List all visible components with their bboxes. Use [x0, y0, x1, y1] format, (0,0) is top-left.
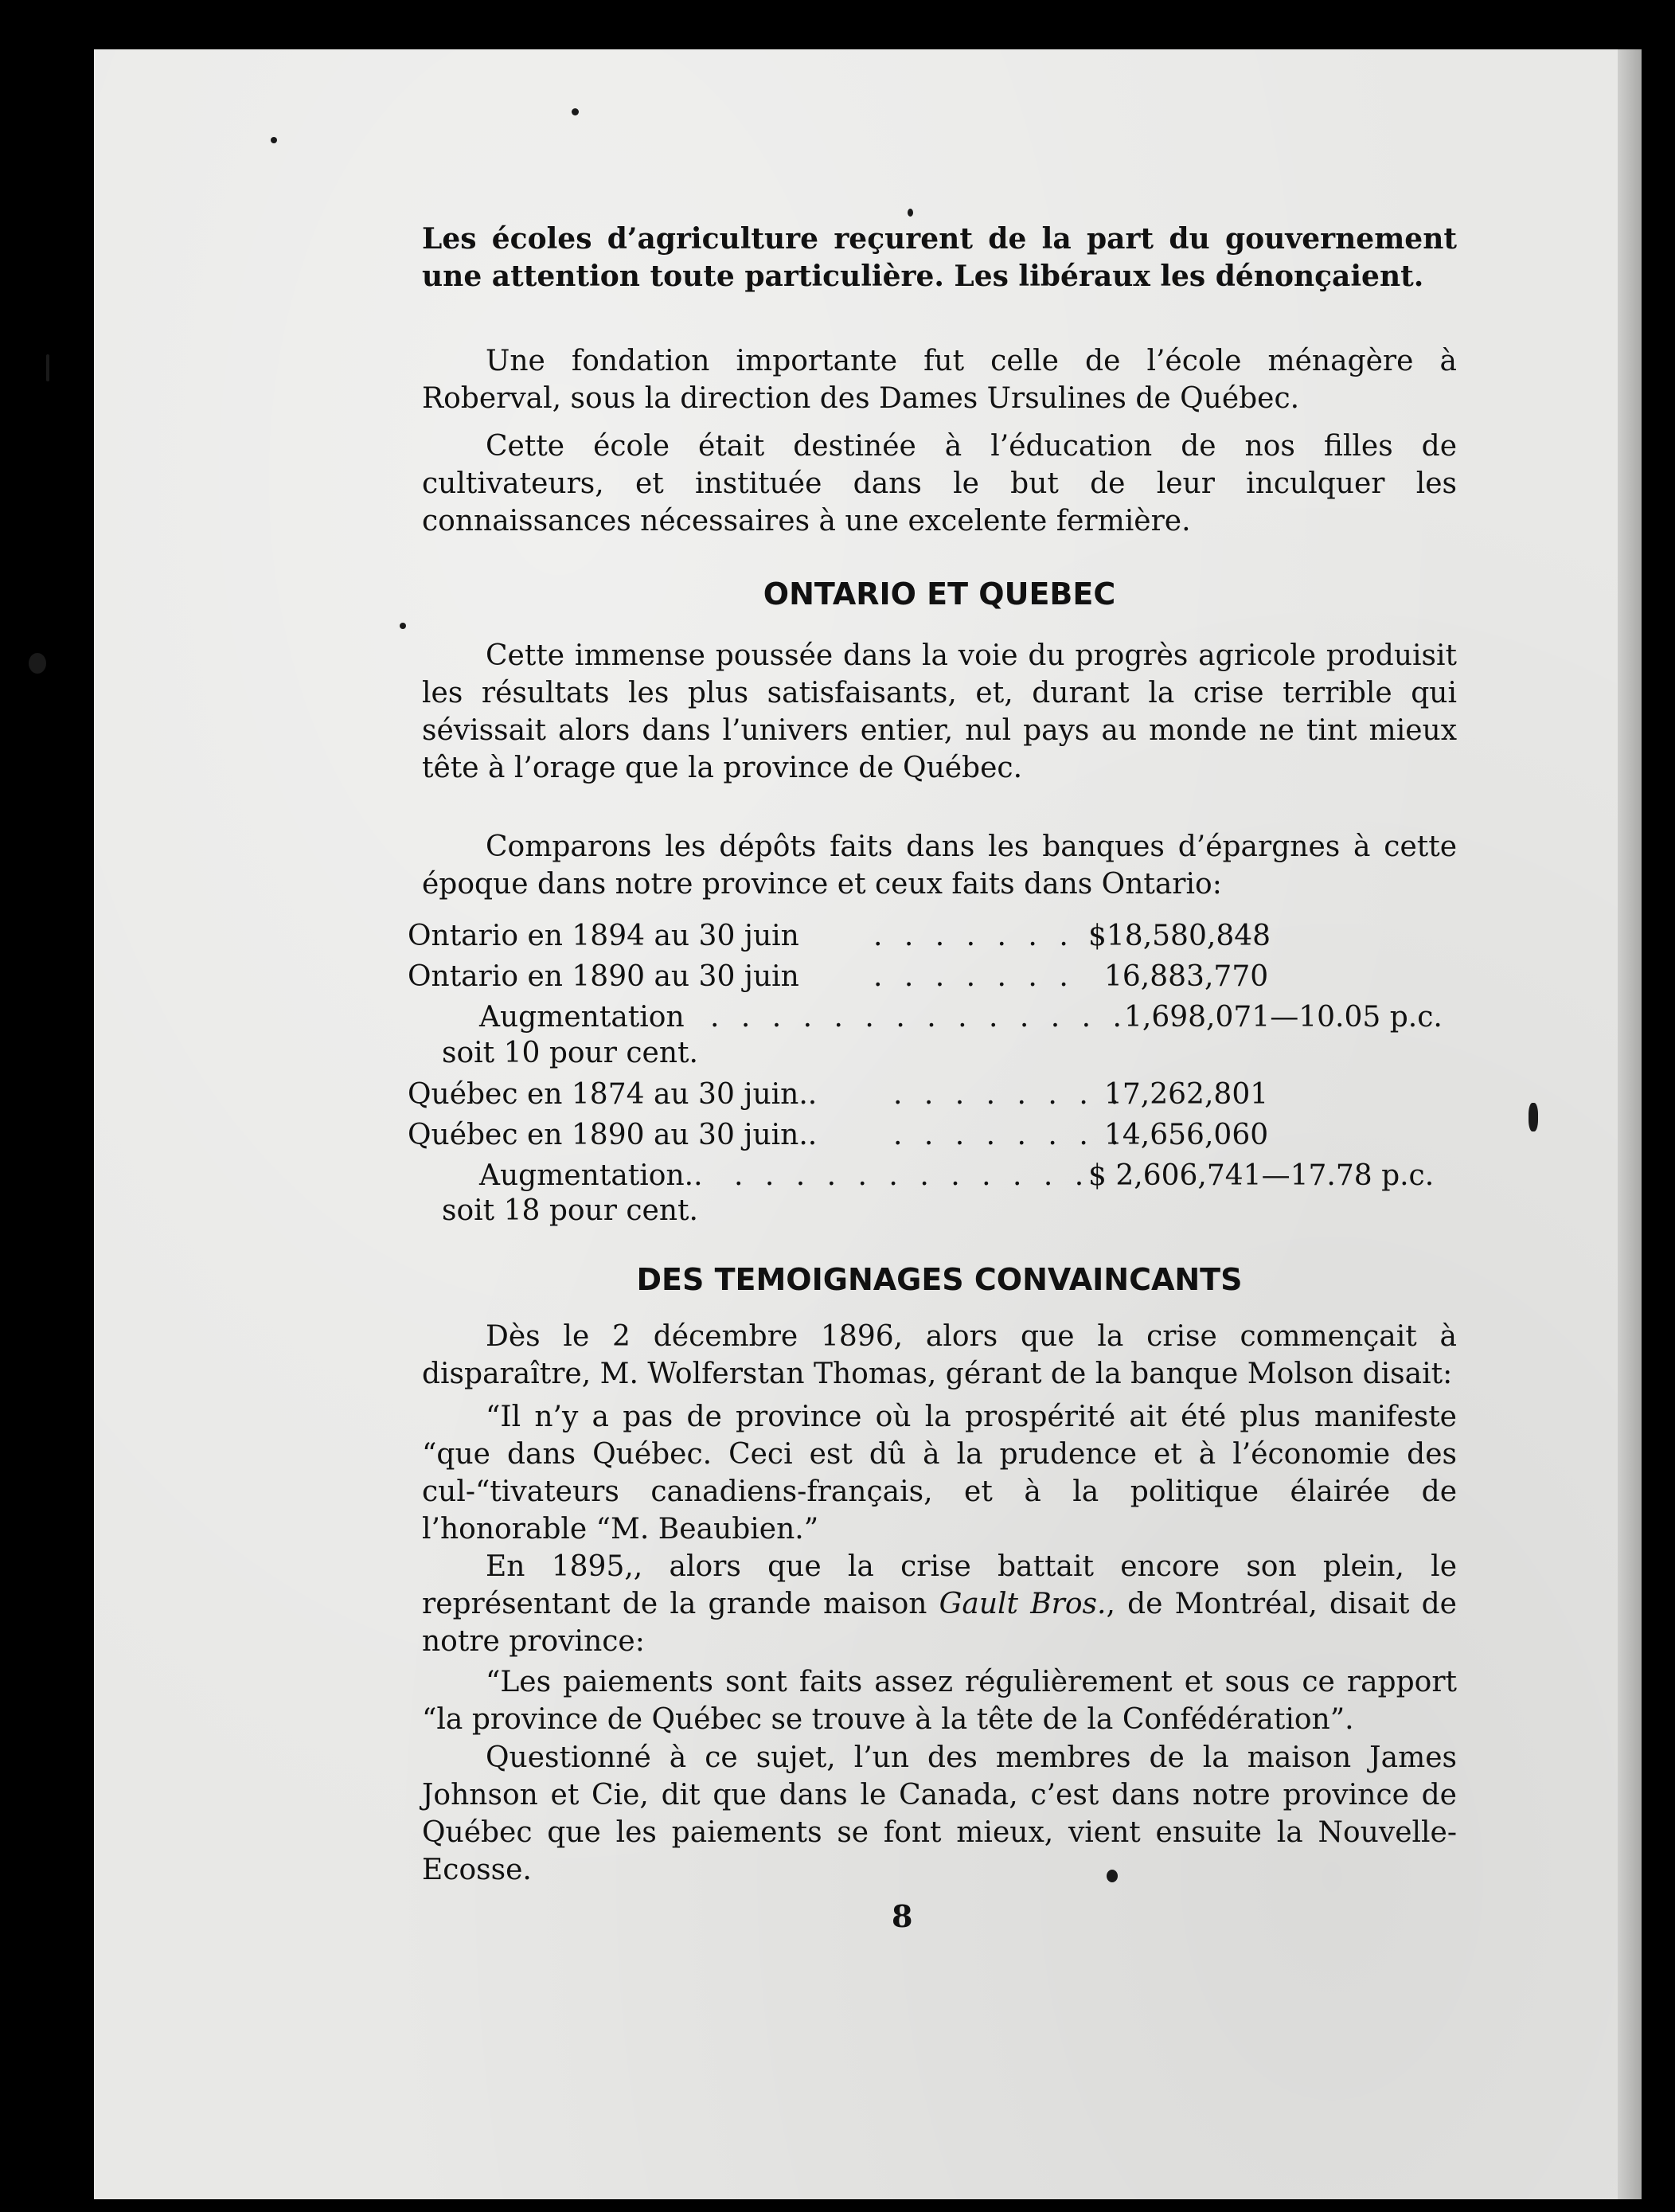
row-label: Québec en 1890 au 30 juin..: [408, 1119, 818, 1151]
section-paragraph: Comparons les dépôts faits dans les banques d’épargnes à cette époque dans notre province et ceux faits dans Ontario:: [422, 830, 1457, 901]
leader-dots: . . . . . . . .: [893, 1119, 1126, 1151]
row-label: Ontario en 1894 au 30 juin: [408, 920, 799, 952]
row-note: soit 18 pour cent.: [442, 1194, 698, 1227]
quote-paragraph: “Les paiements sont faits assez régulièrement et sous ce rapport “la province de Québec se trouve à la tête de la Confédération”.: [422, 1666, 1457, 1736]
row-amount: 14,656,060: [1104, 1119, 1269, 1151]
row-amount: 17,262,801: [1104, 1078, 1269, 1111]
leader-dots: . . . . . . .: [873, 920, 1075, 952]
scan-speck: [29, 653, 46, 674]
scan-speck: [400, 623, 406, 629]
table-row: [408, 920, 1522, 957]
para-text: , de Montréal, disait de notre province:: [422, 1588, 1457, 1658]
page-number: 8: [892, 1898, 913, 1934]
firm-name: Gault Bros.: [939, 1588, 1107, 1620]
leader-dots: . . . . . . . . . . . .: [734, 1159, 1091, 1192]
intro-paragraph: Cette école était destinée à l’éducation de nos filles de cultivateurs, et instituée dans le but de leur inculquer les connaissances nécessaires à une excelente fermière.: [422, 430, 1457, 537]
intro-paragraph: Une fondation importante fut celle de l’école ménagère à Roberval, sous la direction des Dames Ursulines de Québec.: [422, 345, 1457, 415]
row-label: Québec en 1874 au 30 juin..: [408, 1078, 818, 1111]
section-paragraph: [422, 1548, 1457, 1660]
section-paragraph: Questionné à ce sujet, l’un des membres de la maison James Johnson et Cie, dit que dans le Canada, c’est dans notre province de Québec que les paiements se font mieux, vient ensuite la Nouvelle-Ecosse.: [422, 1741, 1457, 1886]
section-paragraph: Cette immense poussée dans la voie du progrès agricole produisit les résultats les plus satisfaisants, et, durant la crise terrible qui sévissait alors dans l’univers entier, nul pays au monde ne tint mieux tête à l’orage que la province de Québec.: [422, 639, 1457, 784]
leader-dots: . . . . . . . .: [893, 1078, 1126, 1111]
leader-dots: . . . . . . .: [873, 960, 1075, 993]
scan-speck: [46, 354, 49, 381]
table-row: [408, 1078, 1522, 1116]
row-label: Augmentation..: [479, 1159, 703, 1192]
leader-dots: . . . . . . . . . . . . . .: [710, 1001, 1128, 1034]
section-heading: ONTARIO ET QUEBEC: [763, 576, 1116, 612]
scan-speck: [572, 108, 579, 115]
row-amount: 16,883,770: [1104, 960, 1269, 993]
row-amount: 1,698,071—10.05 p.c.: [1124, 1001, 1443, 1034]
scan-speck: [271, 137, 277, 143]
row-amount: $18,580,848: [1088, 920, 1271, 952]
section-heading: DES TEMOIGNAGES CONVAINCANTS: [636, 1262, 1243, 1297]
scan-speck: [1529, 1103, 1538, 1131]
row-amount: $ 2,606,741—17.78 p.c.: [1088, 1159, 1435, 1192]
intro-paragraph: Les écoles d’agriculture reçurent de la part du gouvernement une attention toute particulière. Les libéraux les dénonçaient.: [422, 222, 1457, 293]
page-edge-shadow: [1618, 49, 1642, 2199]
row-note: soit 10 pour cent.: [442, 1037, 698, 1069]
table-row: [408, 1001, 1522, 1038]
para-text: En 1895,, alors que la crise battait encore son plein, le représentant de la grande maison: [422, 1550, 1457, 1620]
row-label: Augmentation: [479, 1001, 685, 1034]
quote-paragraph: “Il n’y a pas de province où la prospérité ait été plus manifeste “que dans Québec. Ceci est dû à la prudence et à l’économie des cul-“tivateurs canadiens-français, et à la politique élairée de l’honorable “M. Beaubien.”: [422, 1401, 1457, 1546]
scan-speck: [908, 209, 913, 217]
table-row: [408, 960, 1522, 998]
table-row: [408, 1119, 1522, 1156]
row-label: Ontario en 1890 au 30 juin: [408, 960, 799, 993]
table-row: [408, 1159, 1522, 1197]
section-paragraph: Dès le 2 décembre 1896, alors que la crise commençait à disparaître, M. Wolferstan Thomas, gérant de la banque Molson disait:: [422, 1320, 1457, 1390]
